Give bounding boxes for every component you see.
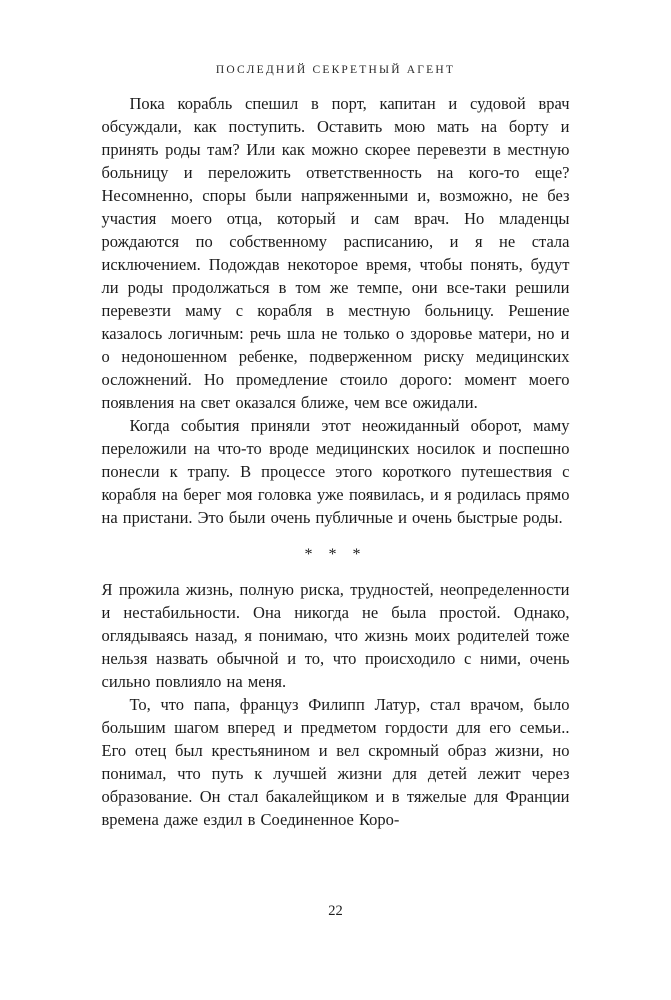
paragraph: Пока корабль спешил в порт, капитан и судовой врач обсуждали, как поступить. Оставить мою мать на борту и принять роды там? Или как можно скорее перевезти в местную больницу и переложить ответственность на кого-то еще? Несомненно, споры были напряженными и, возможно, не без участия моего отца, который и сам врач. Но младенцы рождаются по собственному расписанию, и я не стала исключением. Подождав некоторое время, чтобы понять, будут ли роды продолжаться в том же темпе, они все-таки решили перевезти маму с корабля в местную больницу. Решение казалось логичным: речь шла не только о здоровье матери, но и о недоношенном ребенке, подверженном риску медицинских осложнений. Но промедление стоило дорого: момент моего появления на свет оказался ближе, чем все ожидали. <box>101 94 570 412</box>
section-break: * * * <box>304 546 367 563</box>
page-number: 22 <box>328 903 343 919</box>
text-block <box>102 92 570 831</box>
paragraph: То, что папа, француз Филипп Латур, стал врачом, было большим шагом вперед и предметом гордости для его семьи.. Его отец был крестьянином и вел скромный образ жизни, но понимал, что путь к лучшей жизни для детей лежит через образование. Он стал бакалейщиком и в тяжелые для Франции времена даже ездил в Соединенное Коро- <box>101 695 570 829</box>
running-header: ПОСЛЕДНИЙ СЕКРЕТНЫЙ АГЕНТ <box>215 64 456 76</box>
paragraph: Я прожила жизнь, полную риска, трудностей, неопределенности и нестабильности. Она никогда не была простой. Однако, оглядываясь назад, я понимаю, что жизнь моих родителей тоже нельзя назвать обычной и то, что происходило с ними, очень сильно повлияло на меня. <box>101 580 570 691</box>
paragraph: Когда события приняли этот неожиданный оборот, маму переложили на что-то вроде медицинских носилок и поспешно понесли к трапу. В процессе этого короткого путешествия с корабля на берег моя головка уже появилась, и я родилась прямо на пристани. Это были очень публичные и очень быстрые роды. <box>101 416 570 527</box>
